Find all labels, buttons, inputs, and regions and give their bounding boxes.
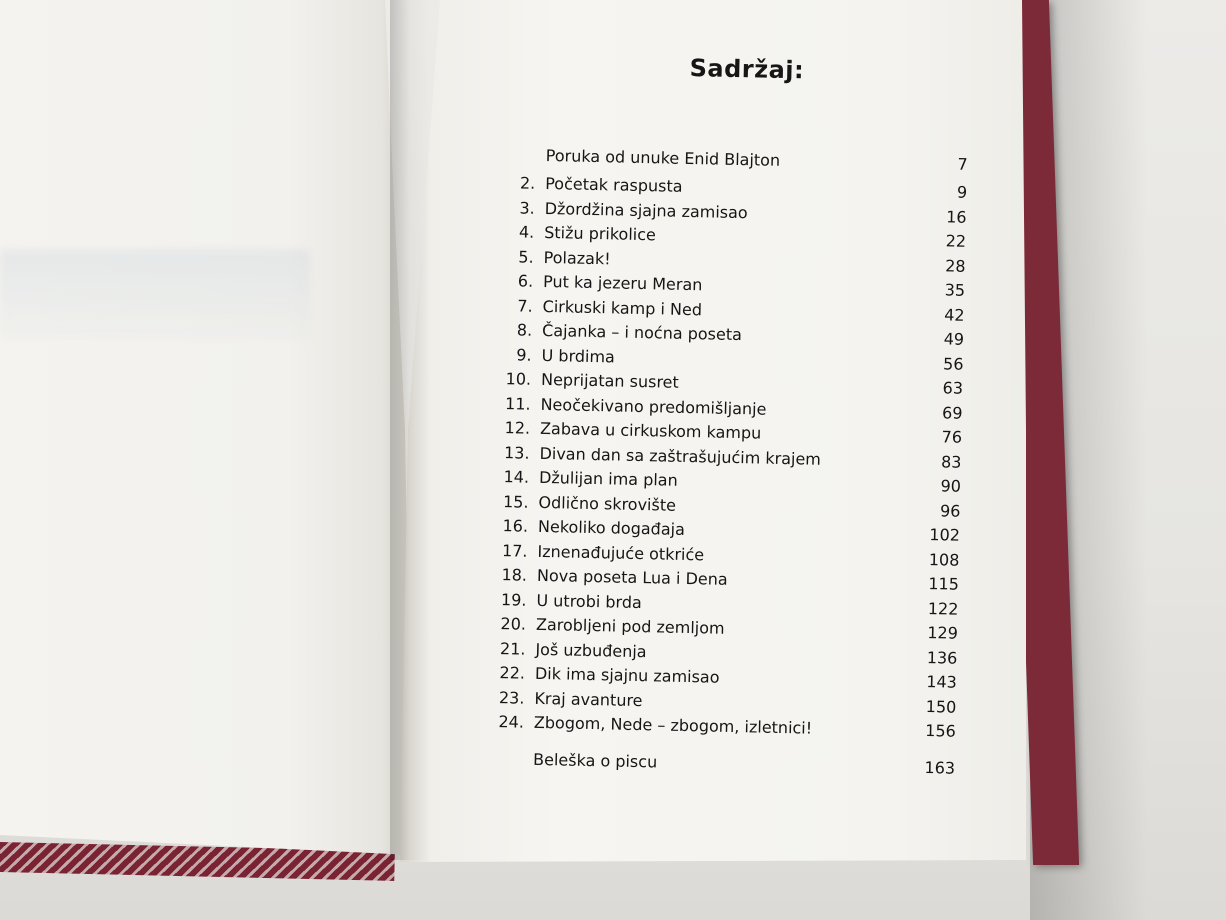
chapter-title: U brdima bbox=[541, 345, 616, 366]
page-number: 163 bbox=[924, 757, 956, 778]
chapter-title: Čajanka – i noćna poseta bbox=[541, 320, 743, 345]
page-number: 129 bbox=[927, 623, 959, 643]
chapter-number: 21. bbox=[499, 638, 526, 659]
page-number: 7 bbox=[957, 154, 968, 174]
page-number: 156 bbox=[925, 721, 957, 741]
chapter-title: U utrobi brda bbox=[536, 590, 642, 612]
chapter-title: Kraj avanture bbox=[534, 688, 643, 710]
show-through-print bbox=[0, 250, 310, 340]
chapter-number: 9. bbox=[516, 344, 532, 365]
page-number: 9 bbox=[956, 182, 968, 202]
chapter-number: 10. bbox=[505, 369, 532, 389]
page-number: 63 bbox=[942, 378, 964, 398]
chapter-title: Odlično skrovište bbox=[538, 492, 677, 515]
chapter-number: 17. bbox=[501, 540, 528, 561]
page-number: 122 bbox=[927, 598, 959, 619]
page-number: 69 bbox=[941, 402, 963, 423]
page-number: 49 bbox=[943, 329, 965, 349]
chapter-number: 20. bbox=[500, 614, 527, 634]
chapter-title: Džordžina sjajna zamisao bbox=[544, 198, 748, 222]
chapter-number: 18. bbox=[501, 565, 528, 585]
chapter-number: 24. bbox=[498, 712, 525, 732]
page-number: 143 bbox=[926, 672, 958, 692]
chapter-title: Divan dan sa zaštrašujućim krajem bbox=[539, 443, 822, 469]
chapter-number: 11. bbox=[504, 393, 531, 414]
page-number: 108 bbox=[928, 549, 960, 570]
chapter-title: Zarobljeni pod zemljom bbox=[535, 614, 725, 638]
page-number: 28 bbox=[945, 255, 966, 276]
page-number: 115 bbox=[928, 574, 960, 594]
chapter-title: Stižu prikolice bbox=[543, 222, 657, 245]
chapter-title: Početak raspusta bbox=[545, 173, 683, 196]
chapter-title: Cirkuski kamp i Ned bbox=[542, 296, 703, 319]
page-number: 96 bbox=[939, 500, 961, 521]
chapter-number: 15. bbox=[502, 491, 529, 512]
chapter-number: 6. bbox=[517, 271, 534, 291]
chapter-number: 2. bbox=[519, 173, 536, 193]
page-number: 136 bbox=[926, 647, 958, 668]
page-number: 42 bbox=[944, 304, 965, 325]
page-number: 90 bbox=[940, 476, 962, 496]
chapter-title: Nova poseta Lua i Dena bbox=[536, 565, 728, 589]
page-number: 56 bbox=[942, 353, 964, 374]
chapter-title: Nekoliko događaja bbox=[537, 516, 686, 539]
chapter-title: Poruka od unuke Enid Blajton bbox=[545, 145, 781, 170]
page-gutter bbox=[390, 0, 430, 860]
contents-heading: Sadržaj: bbox=[689, 53, 805, 85]
chapter-number: 12. bbox=[504, 418, 531, 438]
chapter-title: Neprijatan susret bbox=[540, 369, 679, 392]
page-number: 35 bbox=[944, 280, 966, 300]
chapter-number: 13. bbox=[503, 442, 530, 463]
chapter-title: Put ka jezeru Meran bbox=[542, 271, 703, 295]
chapter-number: 7. bbox=[517, 295, 533, 316]
chapter-title: Zabava u cirkuskom kampu bbox=[539, 418, 762, 443]
page-number: 102 bbox=[929, 525, 961, 545]
chapter-number: 22. bbox=[499, 663, 526, 683]
chapter-title: Beleška o piscu bbox=[532, 749, 658, 771]
chapter-title: Neočekivano predomišljanje bbox=[540, 394, 767, 419]
left-page bbox=[0, 0, 410, 855]
page-number: 83 bbox=[940, 451, 962, 472]
page-number: 16 bbox=[946, 206, 967, 227]
chapter-number: 23. bbox=[498, 687, 525, 708]
chapter-number: 5. bbox=[518, 246, 534, 267]
chapter-title: Zbogom, Nede – zbogom, izletnici! bbox=[533, 712, 813, 738]
chapter-number: 3. bbox=[519, 197, 535, 218]
chapter-title: Džulijan ima plan bbox=[538, 467, 678, 490]
page-number: 150 bbox=[925, 696, 957, 717]
chapter-title: Dik ima sjajnu zamisao bbox=[534, 663, 720, 687]
page-number: 76 bbox=[941, 427, 963, 447]
chapter-title: Polazak! bbox=[543, 247, 611, 268]
chapter-number: 8. bbox=[516, 320, 533, 340]
chapter-number: 19. bbox=[500, 589, 527, 610]
chapter-number: 14. bbox=[503, 467, 530, 487]
chapter-title: Iznenađujuće otkriće bbox=[537, 541, 705, 564]
chapter-number: 4. bbox=[518, 222, 535, 242]
page-number: 22 bbox=[945, 231, 967, 251]
chapter-number: 16. bbox=[502, 516, 529, 536]
chapter-title: Još uzbuđenja bbox=[535, 639, 647, 661]
